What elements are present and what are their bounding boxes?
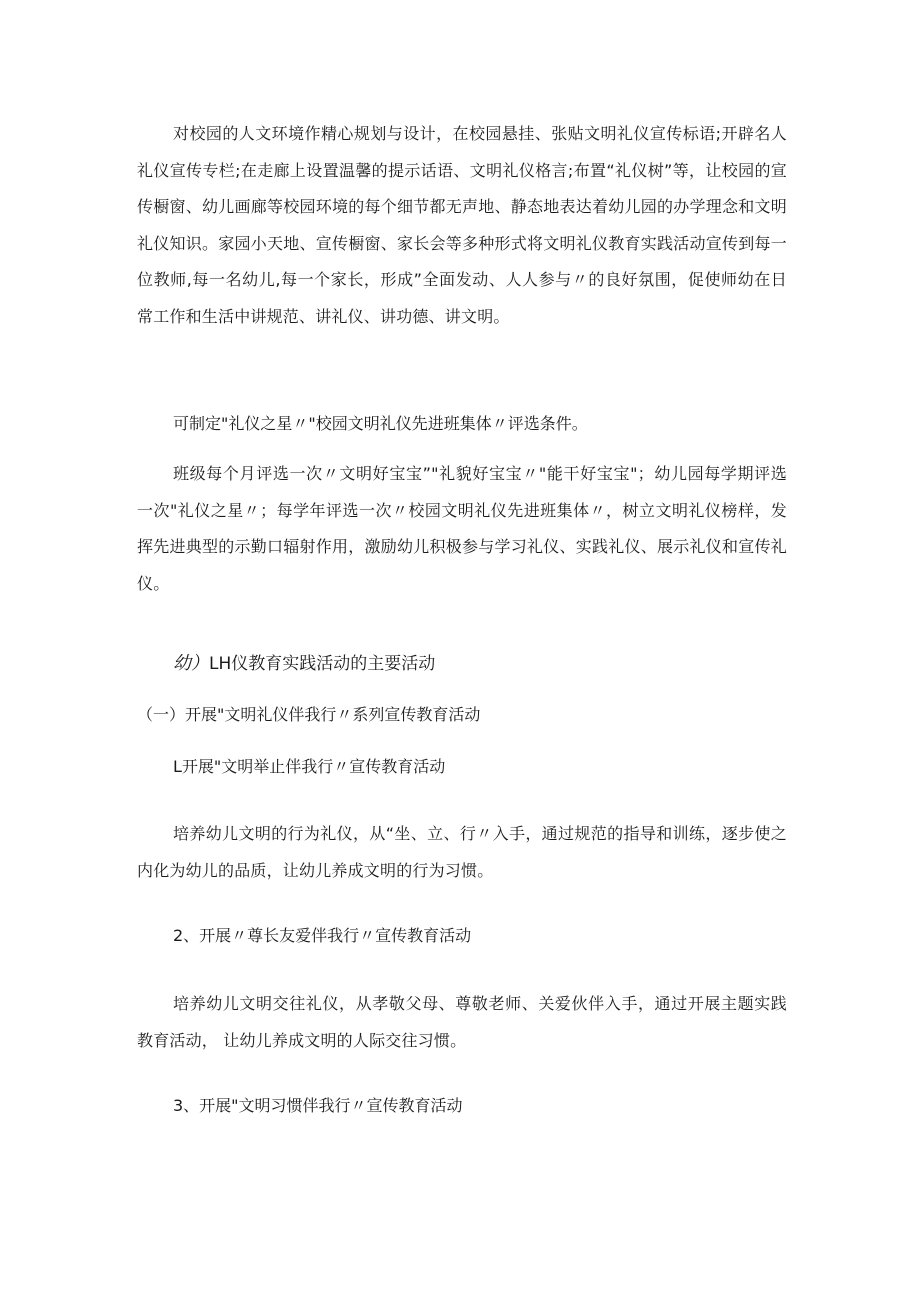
paragraph-monthly-selection: 班级每个月评选一次〃文明好宝宝”"礼貌好宝宝〃"能干好宝宝"；幼儿园每学期评选一次"礼仪之星〃；每学年评选一次〃校园文明礼仪先进班集体〃，树立文明礼仪榜样，发挥先进典型的示勤口辐射作用，激励幼儿积极参与学习礼仪、实践礼仪、展示礼仪和宣传礼仪。 — [137, 464, 787, 593]
item-heading-2: 2、开展〃尊长友爱伴我行〃宣传教育活动 — [173, 926, 472, 945]
paragraph-selection-criteria: 可制定"礼仪之星〃"校园文明礼仪先进班集体〃评选条件。 — [173, 414, 588, 433]
paragraph-campus-environment: 对校园的人文环境作精心规划与设计，在校园悬挂、张贴文明礼仪宣传标语;开辟名人礼仪宣传专栏;在走廊上设置温馨的提示话语、文明礼仪格言;布置“礼仪树”等，让校园的宣传橱窗、幼儿画廊等校园环境的每个细节都无声地、静态地表达着幼儿园的办学理念和文明礼仪知识。家园小天地、宣传橱窗、家长会等多种形式将文明礼仪教育实践活动宣传到每一位教师,每一名幼儿,每一个家长，形成”全面发动、人人参与〃的良好氛围，促使师幼在日常工作和生活中讲规范、讲礼仪、讲功德、讲文明。 — [137, 124, 787, 326]
heading-main-text: LH仪教育实践活动的主要活动 — [209, 654, 436, 674]
item-body-1: 培养幼儿文明的行为礼仪，从“坐、立、行〃入手，通过规范的指导和训练，逐步使之内化为幼儿的品质，让幼儿养成文明的行为习惯。 — [137, 824, 787, 880]
heading-prefix-glyph: 幼） — [173, 653, 209, 674]
main-activities-heading — [173, 652, 435, 676]
item-heading-1: L开展"文明举止伴我行〃宣传教育活动 — [173, 757, 446, 776]
item-body-2: 培养幼儿文明交往礼仪，从孝敬父母、尊敬老师、关爱伙伴入手，通过开展主题实践教育活动， 让幼儿养成文明的人际交往习惯。 — [137, 994, 787, 1050]
section-heading-1: （一）开展"文明礼仪伴我行〃系列宣传教育活动 — [137, 705, 481, 724]
item-heading-3: 3、开展"文明习惯伴我行〃宣传教育活动 — [173, 1096, 463, 1115]
